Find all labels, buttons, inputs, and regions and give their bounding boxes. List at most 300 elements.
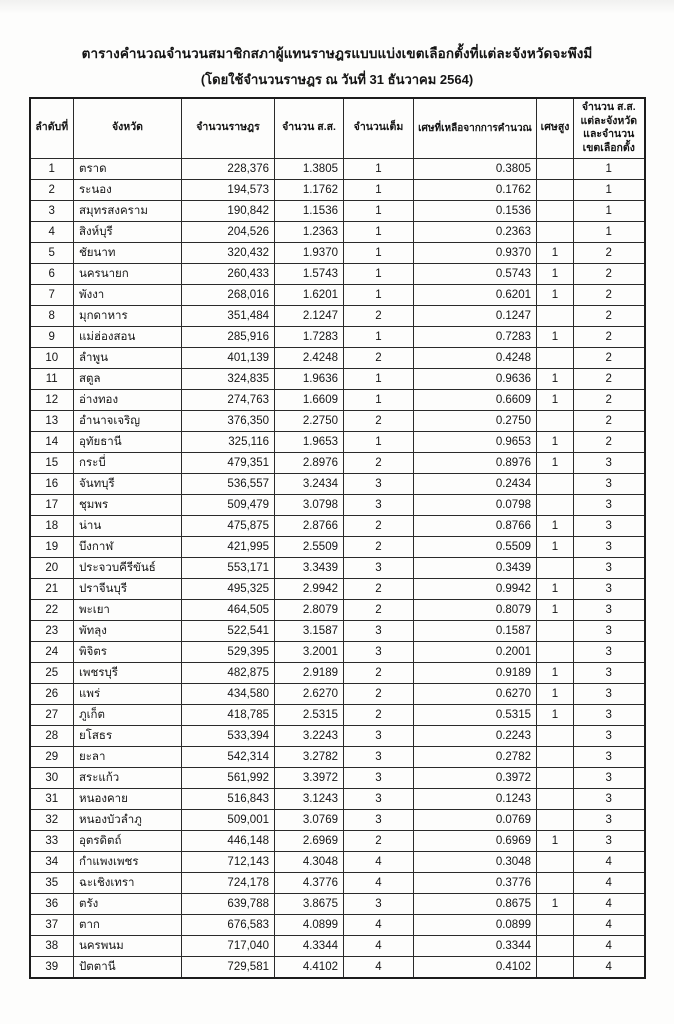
table-row	[30, 473, 645, 494]
cell-integer: 2	[344, 662, 414, 683]
table-row	[30, 641, 645, 662]
cell-mp-total: 4	[574, 851, 645, 872]
cell-integer: 4	[344, 956, 414, 978]
cell-high-remainder: 1	[537, 830, 574, 851]
cell-order: 2	[30, 179, 74, 200]
cell-mp-total: 2	[574, 347, 645, 368]
cell-integer: 2	[344, 830, 414, 851]
cell-high-remainder: 1	[537, 536, 574, 557]
cell-remainder: 0.1587	[414, 620, 537, 641]
cell-integer: 3	[344, 641, 414, 662]
cell-order: 8	[30, 305, 74, 326]
table-row	[30, 683, 645, 704]
cell-integer: 1	[344, 389, 414, 410]
page-title: ตารางคำนวณจำนวนสมาชิกสภาผู้แทนราษฎรแบบแบ่งเขตเลือกตั้งที่แต่ละจังหวัดจะพึงมี	[81, 46, 593, 61]
cell-province: นครนายก	[74, 263, 182, 284]
table-row	[30, 809, 645, 830]
cell-population: 268,016	[182, 284, 275, 305]
cell-mp-count: 2.8766	[275, 515, 344, 536]
cell-population: 401,139	[182, 347, 275, 368]
cell-mp-count: 4.3776	[275, 872, 344, 893]
cell-order: 1	[30, 158, 74, 179]
cell-population: 561,992	[182, 767, 275, 788]
table-row	[30, 767, 645, 788]
table-row	[30, 410, 645, 431]
table-row	[30, 326, 645, 347]
cell-mp-total: 3	[574, 746, 645, 767]
cell-population: 536,557	[182, 473, 275, 494]
cell-integer: 3	[344, 788, 414, 809]
cell-high-remainder	[537, 179, 574, 200]
cell-mp-count: 2.5315	[275, 704, 344, 725]
cell-remainder: 0.1762	[414, 179, 537, 200]
cell-population: 509,479	[182, 494, 275, 515]
cell-mp-total: 3	[574, 473, 645, 494]
cell-province: ลำพูน	[74, 347, 182, 368]
cell-integer: 1	[344, 242, 414, 263]
table-row	[30, 557, 645, 578]
table-row	[30, 599, 645, 620]
cell-integer: 4	[344, 914, 414, 935]
cell-order: 35	[30, 872, 74, 893]
cell-integer: 2	[344, 305, 414, 326]
cell-mp-count: 1.1762	[275, 179, 344, 200]
table-row	[30, 536, 645, 557]
cell-mp-total: 2	[574, 410, 645, 431]
cell-order: 23	[30, 620, 74, 641]
cell-remainder: 0.2363	[414, 221, 537, 242]
cell-province: ปราจีนบุรี	[74, 578, 182, 599]
cell-population: 324,835	[182, 368, 275, 389]
cell-high-remainder: 1	[537, 599, 574, 620]
cell-order: 25	[30, 662, 74, 683]
cell-remainder: 0.7283	[414, 326, 537, 347]
cell-high-remainder: 1	[537, 578, 574, 599]
cell-high-remainder	[537, 914, 574, 935]
cell-high-remainder	[537, 767, 574, 788]
cell-high-remainder: 1	[537, 326, 574, 347]
cell-province: ภูเก็ต	[74, 704, 182, 725]
cell-population: 260,433	[182, 263, 275, 284]
cell-order: 36	[30, 893, 74, 914]
cell-population: 479,351	[182, 452, 275, 473]
cell-remainder: 0.1536	[414, 200, 537, 221]
cell-mp-total: 3	[574, 494, 645, 515]
cell-mp-count: 2.6969	[275, 830, 344, 851]
cell-province: กระบี่	[74, 452, 182, 473]
cell-population: 724,178	[182, 872, 275, 893]
cell-mp-total: 2	[574, 431, 645, 452]
cell-population: 351,484	[182, 305, 275, 326]
cell-high-remainder: 1	[537, 242, 574, 263]
cell-remainder: 0.3805	[414, 158, 537, 179]
table-row	[30, 851, 645, 872]
cell-high-remainder: 1	[537, 389, 574, 410]
cell-mp-total: 3	[574, 809, 645, 830]
cell-order: 10	[30, 347, 74, 368]
cell-province: อุทัยธานี	[74, 431, 182, 452]
cell-mp-count: 3.0798	[275, 494, 344, 515]
cell-integer: 2	[344, 536, 414, 557]
cell-population: 274,763	[182, 389, 275, 410]
cell-mp-total: 3	[574, 683, 645, 704]
table-row	[30, 935, 645, 956]
cell-population: 320,432	[182, 242, 275, 263]
cell-mp-count: 4.4102	[275, 956, 344, 978]
cell-order: 33	[30, 830, 74, 851]
cell-integer: 1	[344, 200, 414, 221]
cell-mp-total: 4	[574, 872, 645, 893]
cell-mp-count: 2.9942	[275, 578, 344, 599]
cell-order: 13	[30, 410, 74, 431]
cell-order: 32	[30, 809, 74, 830]
cell-mp-total: 3	[574, 452, 645, 473]
cell-province: จันทบุรี	[74, 473, 182, 494]
cell-remainder: 0.9370	[414, 242, 537, 263]
cell-high-remainder	[537, 410, 574, 431]
cell-order: 37	[30, 914, 74, 935]
cell-mp-total: 2	[574, 368, 645, 389]
cell-province: แพร่	[74, 683, 182, 704]
cell-order: 6	[30, 263, 74, 284]
cell-mp-count: 4.3048	[275, 851, 344, 872]
cell-mp-total: 3	[574, 536, 645, 557]
cell-population: 516,843	[182, 788, 275, 809]
cell-province: มุกดาหาร	[74, 305, 182, 326]
cell-mp-count: 1.9653	[275, 431, 344, 452]
cell-population: 464,505	[182, 599, 275, 620]
cell-remainder: 0.6969	[414, 830, 537, 851]
cell-high-remainder: 1	[537, 284, 574, 305]
cell-high-remainder	[537, 305, 574, 326]
cell-province: น่าน	[74, 515, 182, 536]
cell-population: 495,325	[182, 578, 275, 599]
cell-population: 639,788	[182, 893, 275, 914]
cell-mp-total: 2	[574, 242, 645, 263]
cell-integer: 1	[344, 179, 414, 200]
cell-mp-count: 1.3805	[275, 158, 344, 179]
cell-integer: 3	[344, 473, 414, 494]
cell-mp-total: 4	[574, 935, 645, 956]
header-row	[30, 98, 645, 158]
mp-calculation-table	[29, 97, 646, 979]
cell-integer: 3	[344, 620, 414, 641]
cell-integer: 3	[344, 809, 414, 830]
cell-mp-total: 1	[574, 158, 645, 179]
table-row	[30, 389, 645, 410]
table-row	[30, 662, 645, 683]
cell-order: 11	[30, 368, 74, 389]
cell-high-remainder	[537, 935, 574, 956]
cell-integer: 3	[344, 767, 414, 788]
table-row	[30, 578, 645, 599]
cell-mp-count: 2.9189	[275, 662, 344, 683]
cell-mp-total: 1	[574, 179, 645, 200]
cell-province: อ่างทอง	[74, 389, 182, 410]
cell-integer: 2	[344, 599, 414, 620]
cell-province: พิจิตร	[74, 641, 182, 662]
table-row	[30, 200, 645, 221]
cell-integer: 1	[344, 221, 414, 242]
cell-order: 22	[30, 599, 74, 620]
cell-population: 190,842	[182, 200, 275, 221]
cell-mp-count: 4.3344	[275, 935, 344, 956]
cell-high-remainder: 1	[537, 431, 574, 452]
cell-order: 29	[30, 746, 74, 767]
cell-province: ชัยนาท	[74, 242, 182, 263]
table-row	[30, 704, 645, 725]
table-row	[30, 494, 645, 515]
cell-population: 676,583	[182, 914, 275, 935]
cell-mp-count: 1.6609	[275, 389, 344, 410]
cell-remainder: 0.2750	[414, 410, 537, 431]
cell-population: 542,314	[182, 746, 275, 767]
cell-high-remainder	[537, 872, 574, 893]
cell-high-remainder: 1	[537, 893, 574, 914]
cell-remainder: 0.2001	[414, 641, 537, 662]
cell-order: 9	[30, 326, 74, 347]
cell-high-remainder: 1	[537, 683, 574, 704]
cell-mp-total: 1	[574, 200, 645, 221]
cell-order: 3	[30, 200, 74, 221]
cell-population: 509,001	[182, 809, 275, 830]
cell-remainder: 0.8675	[414, 893, 537, 914]
cell-remainder: 0.0769	[414, 809, 537, 830]
cell-population: 228,376	[182, 158, 275, 179]
cell-province: กำแพงเพชร	[74, 851, 182, 872]
cell-population: 529,395	[182, 641, 275, 662]
cell-mp-total: 2	[574, 389, 645, 410]
cell-remainder: 0.9653	[414, 431, 537, 452]
column-header-integer: จำนวนเต็ม	[344, 98, 414, 158]
cell-high-remainder	[537, 851, 574, 872]
cell-mp-count: 4.0899	[275, 914, 344, 935]
cell-mp-count: 1.1536	[275, 200, 344, 221]
cell-mp-count: 2.6270	[275, 683, 344, 704]
cell-population: 712,143	[182, 851, 275, 872]
cell-province: หนองบัวลำภู	[74, 809, 182, 830]
table-row	[30, 368, 645, 389]
cell-remainder: 0.0899	[414, 914, 537, 935]
cell-integer: 2	[344, 683, 414, 704]
cell-mp-total: 4	[574, 956, 645, 978]
cell-population: 533,394	[182, 725, 275, 746]
cell-province: พังงา	[74, 284, 182, 305]
cell-population: 717,040	[182, 935, 275, 956]
column-header-population: จำนวนราษฎร	[182, 98, 275, 158]
cell-population: 376,350	[182, 410, 275, 431]
column-header-province: จังหวัด	[74, 98, 182, 158]
cell-high-remainder: 1	[537, 452, 574, 473]
cell-population: 325,116	[182, 431, 275, 452]
cell-high-remainder	[537, 158, 574, 179]
cell-order: 19	[30, 536, 74, 557]
cell-high-remainder: 1	[537, 368, 574, 389]
cell-population: 522,541	[182, 620, 275, 641]
cell-mp-total: 3	[574, 725, 645, 746]
cell-mp-count: 1.9370	[275, 242, 344, 263]
cell-high-remainder	[537, 956, 574, 978]
cell-remainder: 0.3439	[414, 557, 537, 578]
cell-integer: 4	[344, 872, 414, 893]
cell-remainder: 0.2243	[414, 725, 537, 746]
cell-integer: 2	[344, 578, 414, 599]
table-header	[30, 98, 645, 158]
cell-order: 27	[30, 704, 74, 725]
cell-order: 5	[30, 242, 74, 263]
cell-order: 12	[30, 389, 74, 410]
cell-remainder: 0.4248	[414, 347, 537, 368]
cell-order: 20	[30, 557, 74, 578]
cell-order: 21	[30, 578, 74, 599]
cell-remainder: 0.5743	[414, 263, 537, 284]
cell-integer: 1	[344, 284, 414, 305]
cell-mp-count: 2.2750	[275, 410, 344, 431]
cell-integer: 3	[344, 557, 414, 578]
cell-integer: 4	[344, 935, 414, 956]
cell-population: 204,526	[182, 221, 275, 242]
cell-province: หนองคาย	[74, 788, 182, 809]
cell-remainder: 0.3776	[414, 872, 537, 893]
cell-population: 194,573	[182, 179, 275, 200]
table-row	[30, 221, 645, 242]
cell-mp-total: 2	[574, 284, 645, 305]
table-row	[30, 872, 645, 893]
cell-order: 28	[30, 725, 74, 746]
table-row	[30, 956, 645, 978]
cell-mp-count: 1.9636	[275, 368, 344, 389]
cell-mp-count: 3.0769	[275, 809, 344, 830]
table-row	[30, 725, 645, 746]
cell-remainder: 0.8079	[414, 599, 537, 620]
cell-mp-total: 3	[574, 515, 645, 536]
column-header-mp-count: จำนวน ส.ส.	[275, 98, 344, 158]
cell-mp-count: 2.5509	[275, 536, 344, 557]
cell-high-remainder	[537, 641, 574, 662]
page-subtitle: (โดยใช้จำนวนราษฎร ณ วันที่ 31 ธันวาคม 2564)	[200, 72, 474, 87]
cell-remainder: 0.2782	[414, 746, 537, 767]
cell-province: ฉะเชิงเทรา	[74, 872, 182, 893]
cell-high-remainder: 1	[537, 263, 574, 284]
table-body	[30, 158, 645, 978]
cell-order: 38	[30, 935, 74, 956]
cell-remainder: 0.6270	[414, 683, 537, 704]
title-block	[0, 0, 674, 90]
cell-mp-count: 1.7283	[275, 326, 344, 347]
table-row	[30, 746, 645, 767]
cell-high-remainder	[537, 473, 574, 494]
cell-mp-count: 2.8976	[275, 452, 344, 473]
cell-mp-count: 3.1587	[275, 620, 344, 641]
table-row	[30, 452, 645, 473]
cell-population: 418,785	[182, 704, 275, 725]
cell-population: 482,875	[182, 662, 275, 683]
cell-high-remainder	[537, 746, 574, 767]
cell-high-remainder	[537, 347, 574, 368]
cell-mp-count: 3.1243	[275, 788, 344, 809]
cell-mp-total: 3	[574, 641, 645, 662]
cell-remainder: 0.3344	[414, 935, 537, 956]
cell-province: ยโสธร	[74, 725, 182, 746]
cell-province: นครพนม	[74, 935, 182, 956]
cell-order: 17	[30, 494, 74, 515]
table-row	[30, 515, 645, 536]
table-row	[30, 158, 645, 179]
table-row	[30, 305, 645, 326]
cell-integer: 2	[344, 452, 414, 473]
cell-remainder: 0.5509	[414, 536, 537, 557]
cell-remainder: 0.9189	[414, 662, 537, 683]
cell-high-remainder	[537, 494, 574, 515]
cell-mp-count: 3.2001	[275, 641, 344, 662]
cell-mp-count: 3.2782	[275, 746, 344, 767]
cell-integer: 1	[344, 263, 414, 284]
table-row	[30, 788, 645, 809]
cell-province: ประจวบคีรีขันธ์	[74, 557, 182, 578]
cell-high-remainder	[537, 620, 574, 641]
cell-mp-count: 3.2243	[275, 725, 344, 746]
cell-integer: 2	[344, 347, 414, 368]
cell-mp-count: 2.8079	[275, 599, 344, 620]
cell-integer: 1	[344, 431, 414, 452]
cell-remainder: 0.6609	[414, 389, 537, 410]
cell-high-remainder: 1	[537, 704, 574, 725]
cell-integer: 3	[344, 494, 414, 515]
cell-mp-total: 2	[574, 263, 645, 284]
cell-remainder: 0.1247	[414, 305, 537, 326]
cell-population: 475,875	[182, 515, 275, 536]
cell-order: 7	[30, 284, 74, 305]
cell-mp-count: 3.2434	[275, 473, 344, 494]
cell-remainder: 0.0798	[414, 494, 537, 515]
cell-mp-count: 1.5743	[275, 263, 344, 284]
cell-population: 421,995	[182, 536, 275, 557]
cell-integer: 1	[344, 158, 414, 179]
cell-remainder: 0.9942	[414, 578, 537, 599]
cell-province: สมุทรสงคราม	[74, 200, 182, 221]
cell-province: ตราด	[74, 158, 182, 179]
cell-province: ตาก	[74, 914, 182, 935]
cell-remainder: 0.6201	[414, 284, 537, 305]
cell-order: 15	[30, 452, 74, 473]
cell-province: อุตรดิตถ์	[74, 830, 182, 851]
cell-mp-count: 3.3972	[275, 767, 344, 788]
cell-population: 434,580	[182, 683, 275, 704]
cell-province: สตูล	[74, 368, 182, 389]
cell-order: 39	[30, 956, 74, 978]
cell-order: 24	[30, 641, 74, 662]
cell-integer: 1	[344, 368, 414, 389]
cell-mp-count: 1.6201	[275, 284, 344, 305]
cell-population: 729,581	[182, 956, 275, 978]
cell-province: สิงห์บุรี	[74, 221, 182, 242]
cell-province: แม่ฮ่องสอน	[74, 326, 182, 347]
cell-mp-total: 3	[574, 662, 645, 683]
cell-province: บึงกาฬ	[74, 536, 182, 557]
cell-integer: 3	[344, 893, 414, 914]
cell-order: 34	[30, 851, 74, 872]
cell-mp-total: 3	[574, 599, 645, 620]
cell-mp-count: 3.3439	[275, 557, 344, 578]
cell-province: ยะลา	[74, 746, 182, 767]
cell-remainder: 0.8976	[414, 452, 537, 473]
cell-remainder: 0.5315	[414, 704, 537, 725]
table-row	[30, 893, 645, 914]
table-row	[30, 179, 645, 200]
cell-population: 446,148	[182, 830, 275, 851]
cell-order: 26	[30, 683, 74, 704]
cell-mp-total: 4	[574, 893, 645, 914]
